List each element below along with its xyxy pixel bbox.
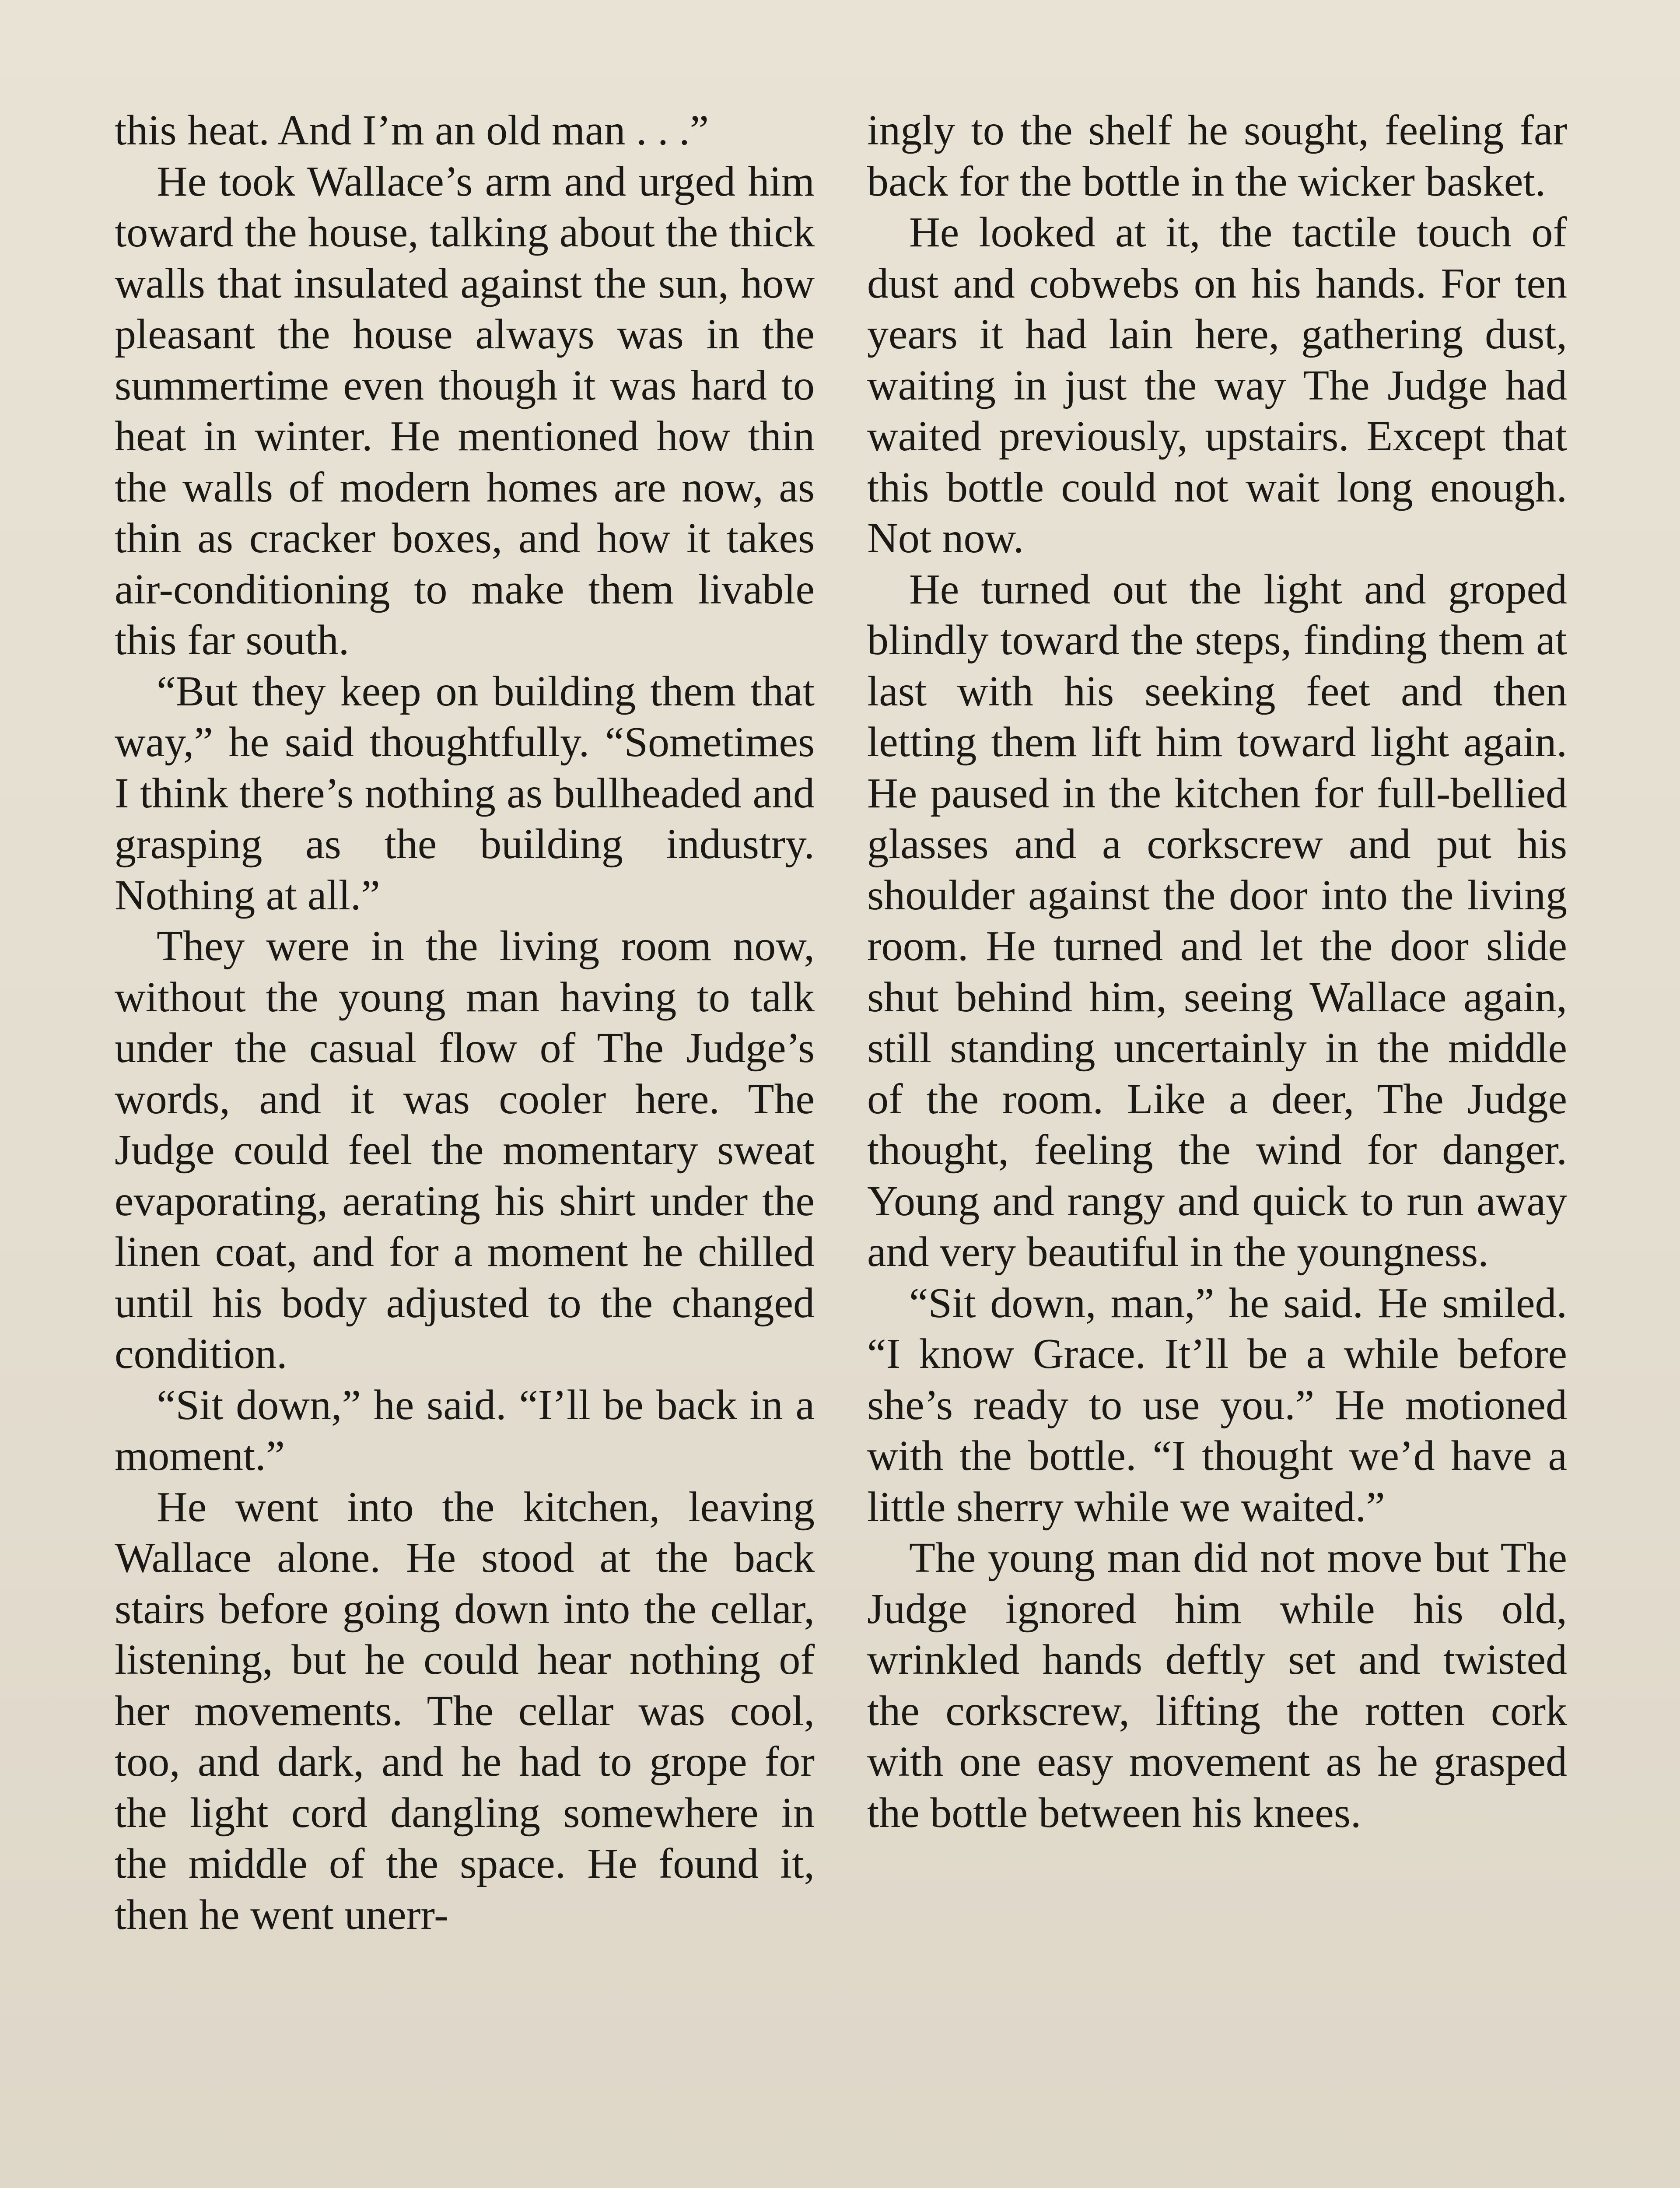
paragraph: this heat. And I’m an old man . . .” — [115, 107, 709, 154]
paragraph: ingly to the shelf he sought, feeling far back for the bottle in the wicker basket. — [867, 107, 1567, 205]
paragraph: They were in the living room now, without the young man having to talk under the casual flow of The Judge’s words, and it was cooler here. The Judge could feel the momentary sweat evaporating, aerating his shirt under the linen coat, and for a moment he chilled until his body adjusted to the changed condition. — [115, 922, 815, 1378]
right-text-column — [867, 105, 1567, 1838]
paragraph: He went into the kitchen, leaving Wallace alone. He stood at the back stairs before going down into the cellar, listening, but he could hear nothing of her movements. The cellar was cool, too, and dark, and he had to grope for the light cord dangling somewhere in the middle of the space. He found it, then he went unerr- — [115, 1483, 815, 1939]
paragraph: He took Wallace’s arm and urged him toward the house, talking about the thick walls that insulated against the sun, how pleasant the house always was in the summertime even though it was hard to heat in winter. He mentioned how thin the walls of modern homes are now, as thin as cracker boxes, and how it takes air-conditioning to make them livable this far south. — [115, 158, 815, 664]
paragraph: He turned out the light and groped blindly toward the steps, finding them at last with his seeking feet and then letting them lift him toward light again. He paused in the kitchen for full-bellied glasses and a corkscrew and put his shoulder against the door into the living room. He turned and let the door slide shut behind him, seeing Wallace again, still standing uncertainly in the middle of the room. Like a deer, The Judge thought, feeling the wind for danger. Young and rangy and quick to run away and very beautiful in the youngness. — [867, 565, 1567, 1276]
paragraph: He looked at it, the tactile touch of dust and cobwebs on his hands. For ten years it had lain here, gathering dust, waiting in just the way The Judge had waited previously, upstairs. Except that this bottle could not wait long enough. Not now. — [867, 209, 1567, 562]
paragraph: “But they keep on building them that way,” he said thoughtfully. “Sometimes I think there’s nothing as bullheaded and grasping as the building industry. Nothing at all.” — [115, 667, 815, 919]
paragraph: “Sit down, man,” he said. He smiled. “I know Grace. It’ll be a while before she’s ready to use you.” He motioned with the bottle. “I thought we’d have a little sherry while we waited.” — [867, 1279, 1567, 1531]
paragraph: The young man did not move but The Judge ignored him while his old, wrinkled hands deftly set and twisted the corkscrew, lifting the rotten cork with one easy movement as he grasped the bottle between his knees. — [867, 1534, 1567, 1837]
paragraph: “Sit down,” he said. “I’ll be back in a moment.” — [115, 1381, 815, 1480]
left-text-column — [115, 105, 815, 1940]
